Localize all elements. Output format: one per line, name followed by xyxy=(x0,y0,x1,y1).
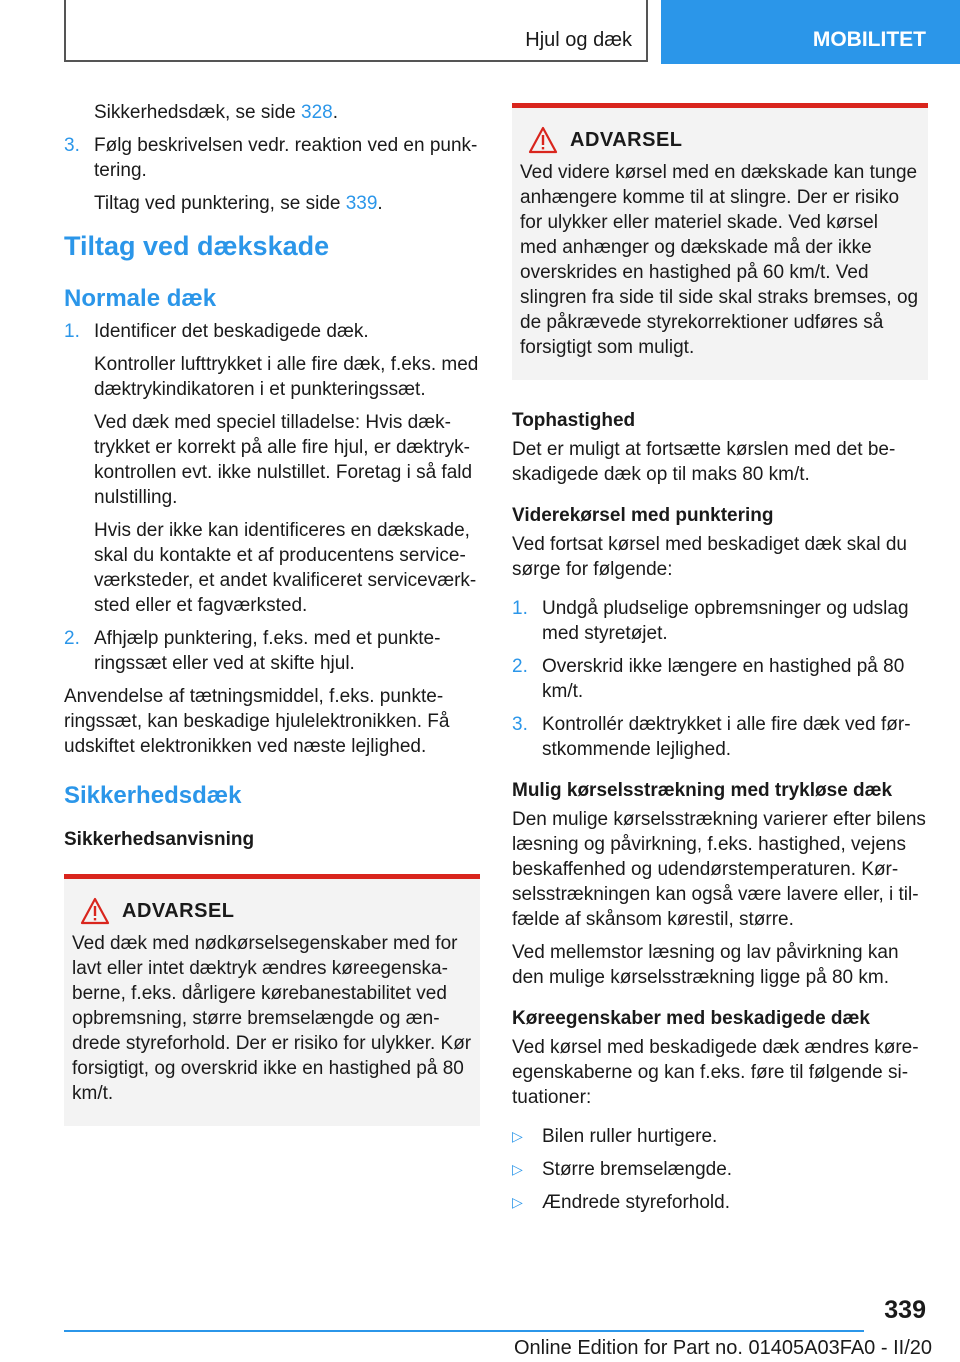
warning-box xyxy=(64,874,480,1126)
footer-divider xyxy=(64,1330,864,1332)
warning-title: ADVARSEL xyxy=(570,128,683,151)
warning-triangle-icon xyxy=(80,897,110,925)
heading-range-flat-tires: Mulig kørselsstrækning med trykløse dæk xyxy=(512,780,893,801)
list-item-2: 2. Overskrid ikke længere en hastighed på 80 km/t. xyxy=(512,656,905,702)
bullet-triangle-icon: ▷ xyxy=(512,1161,523,1177)
heading-normal-tires: Normale dæk xyxy=(64,285,217,312)
bullet-triangle-icon: ▷ xyxy=(512,1128,523,1144)
heading-safety-tires: Sikkerhedsdæk xyxy=(64,782,242,809)
heading-continue-punctured: Viderekørsel med punktering xyxy=(512,505,774,526)
warning-triangle-icon xyxy=(528,126,558,154)
range-text-2: Ved mellemstor læsning og lav påvirkning kan den mulige kørselsstrækning ligge på 80 km. xyxy=(512,942,899,988)
list-item-3: 3. Kontrollér dæktrykket i alle fire dæk ved førstkommende lejlighed. xyxy=(512,714,911,760)
right-column xyxy=(512,103,928,1215)
footer-edition: Online Edition for Part no. 01405A03FA0 - II/20 xyxy=(513,1337,932,1359)
list-number: 3. xyxy=(512,714,528,735)
continue-punctured-text: Ved fortsat kørsel med beskadiget dæk skal du sørge for følgende: xyxy=(512,534,907,580)
heading-tire-damage: Tiltag ved dækskade xyxy=(64,231,330,261)
list-item-1: 1. Undgå pludselige opbremsninger og udslag med styretøjet. xyxy=(512,598,909,644)
list-item-1: 1. Identificer det beskadigede dæk. Kontroller lufttrykket i alle fire dæk, f.eks. med dæktrykindikatoren i et punkteringssæt. Ved dæk med speciel tilladelse: Hvis dæktrykket er korrekt på alle fire hjul, er dæktrykkontrollen evt. ikke nulstillet. Foretag i så fald nulstilling. Hvis der ikke kan identificeres en dækskade, skal du kontakte et af producentens serviceværksteder, et andet kvalificeret serviceværksted eller et fagværksted. xyxy=(64,321,479,616)
range-text-1: Den mulige kørselsstrækning varierer efter bilens læsning og påvirkning, f.eks. hastighed, vejens beskaffenhed og udendørstemperaturen. Kørselsstrækningen kan også være lavere eller, i tilfælde af skånsom kørestil, større. xyxy=(512,809,926,930)
bullet-item: ▷ Større bremselængde. xyxy=(512,1159,733,1180)
bullet-triangle-icon: ▷ xyxy=(512,1194,523,1210)
sealant-note: Anvendelse af tætningsmiddel, f.eks. punkteringssæt, kan beskadige hjulelektronikken. Få udskiftet elektronikken ved næste lejlighed. xyxy=(64,686,450,757)
list-number: 1. xyxy=(64,321,80,342)
continued-line: Sikkerhedsdæk, se side 328. xyxy=(94,102,338,123)
bullet-item: ▷ Bilen ruller hurtigere. xyxy=(512,1126,718,1147)
header-chapter-tab: MOBILITET xyxy=(661,0,960,64)
header-section-title: Hjul og dæk xyxy=(525,29,632,51)
list-number: 2. xyxy=(64,628,80,649)
list-number: 1. xyxy=(512,598,528,619)
warning-title: ADVARSEL xyxy=(122,899,235,922)
list-number: 3. xyxy=(64,135,80,156)
page-link-339[interactable]: 339 xyxy=(345,193,378,214)
page-number: 339 xyxy=(884,1296,926,1324)
heading-top-speed: Tophastighed xyxy=(512,410,636,431)
list-item-3: 3. Følg beskrivelsen vedr. reaktion ved en punktering. Tiltag ved punktering, se side 339. xyxy=(64,135,478,214)
heading-safety-notice: Sikkerhedsanvisning xyxy=(64,829,255,850)
warning-text: Ved videre kørsel med en dækskade kan tunge anhængere komme til at slingre. Der er risiko for ulykker eller materiel skade. Ved kørsel med anhænger og dækskade må der ikke overskrides en hastighed på 60 km/t. Ved slingren fra side til side skal straks bremses, og de påkrævede styrekorrektioner udføres så forsigtigt som muligt. xyxy=(520,162,919,358)
heading-driving-characteristics: Køreegenskaber med beskadigede dæk xyxy=(512,1008,870,1029)
list-item-2: 2. Afhjælp punktering, f.eks. med et punkteringssæt eller ved at skifte hjul. xyxy=(64,628,441,674)
left-column xyxy=(64,100,480,1126)
list-number: 2. xyxy=(512,656,528,677)
bullet-item: ▷ Ændrede styreforhold. xyxy=(512,1192,730,1213)
driving-text: Ved kørsel med beskadigede dæk ændres køreegenskaberne og kan f.eks. føre til følgende situationer: xyxy=(512,1037,919,1108)
warning-box xyxy=(512,103,928,380)
warning-text: Ved dæk med nødkørselsegenskaber med for lavt eller intet dæktryk ændres køreegenskaberne, f.eks. dårligere kørebanestabilitet ved opbremsning, større bremselængde og ændrede styreforhold. Der er risiko for ulykker. Kør forsigtigt, og overskrid ikke en hastighed på 80 km/t. xyxy=(72,933,472,1104)
page-link-328[interactable]: 328 xyxy=(301,102,333,123)
top-speed-text: Det er muligt at fortsætte kørslen med det beskadigede dæk op til maks 80 km/t. xyxy=(512,439,896,485)
